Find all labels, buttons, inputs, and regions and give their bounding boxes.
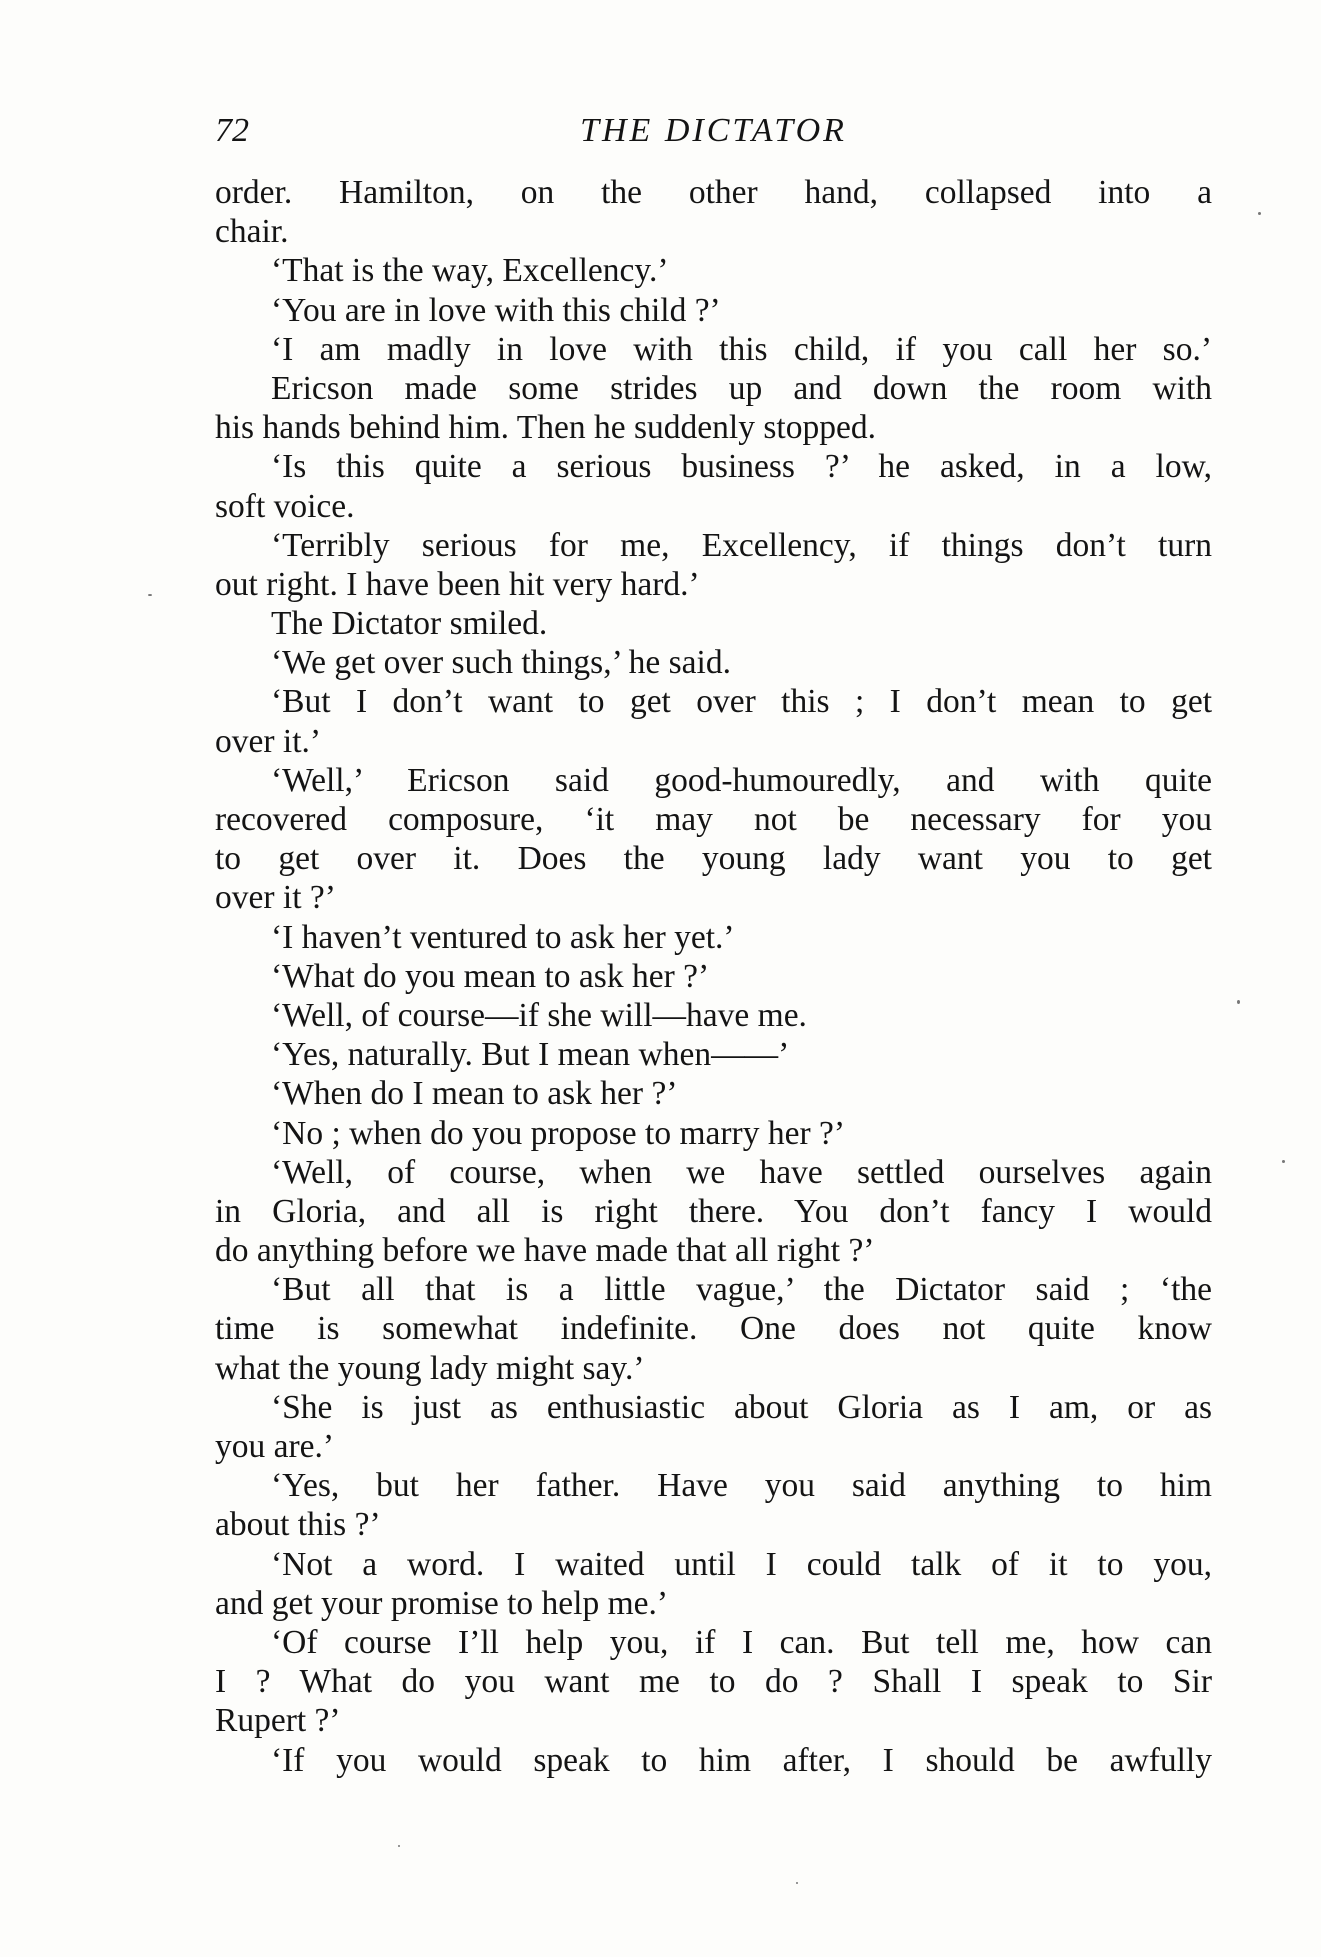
paper-speck [1282,1160,1285,1163]
text-line: out right. I have been hit very hard.’ [215,565,700,603]
text-line: and get your promise to help me.’ [215,1584,669,1622]
page-number: 72 [215,112,249,149]
text-line: over it ?’ [215,879,336,917]
text-line: ‘Well,’ Ericson said good-humouredly, and with quite [271,761,1212,799]
text-line: chair. [215,213,289,251]
paper-speck [1258,212,1261,215]
text-line: ‘If you would speak to him after, I should be awfully [271,1741,1212,1779]
text-line: ‘But I don’t want to get over this ; I don’t mean to get [271,683,1212,721]
paper-speck [796,1882,798,1884]
text-line: ‘That is the way, Excellency.’ [271,252,669,290]
text-line: ‘Yes, naturally. But I mean when——’ [271,1036,790,1074]
text-line: ‘Is this quite a serious business ?’ he asked, in a low, [271,448,1212,486]
running-head [215,112,1212,162]
text-line: in Gloria, and all is right there. You don’t fancy I would [215,1192,1212,1230]
text-line: ‘No ; when do you propose to marry her ?’ [271,1114,845,1152]
body-text [215,173,1212,1780]
text-line: about this ?’ [215,1506,381,1544]
text-line: what the young lady might say.’ [215,1349,645,1387]
text-line: ‘Not a word. I waited until I could talk of it to you, [271,1545,1212,1583]
text-line: over it.’ [215,722,322,760]
text-line: ‘What do you mean to ask her ?’ [271,957,710,995]
text-line: ‘I haven’t ventured to ask her yet.’ [271,918,735,956]
text-line: do anything before we have made that all right ?’ [215,1232,875,1270]
text-line: ‘Yes, but her father. Have you said anything to him [271,1467,1212,1505]
text-line: Ericson made some strides up and down the room with [271,369,1212,407]
text-line: Rupert ?’ [215,1702,341,1740]
text-line: order. Hamilton, on the other hand, collapsed into a [215,174,1212,211]
text-line: I ? What do you want me to do ? Shall I speak to Sir [215,1663,1212,1701]
running-title: THE DICTATOR [580,112,847,149]
text-line: ‘I am madly in love with this child, if you call her so.’ [271,330,1212,368]
text-line: The Dictator smiled. [271,605,548,643]
text-line: ‘Terribly serious for me, Excellency, if things don’t turn [271,526,1212,564]
text-line: ‘She is just as enthusiastic about Gloria as I am, or as [271,1388,1212,1426]
text-line: you are.’ [215,1428,335,1465]
text-line: his hands behind him. Then he suddenly stopped. [215,409,876,447]
text-line: soft voice. [215,487,355,525]
paper-speck [398,1845,400,1847]
paper-speck [1237,1000,1240,1004]
text-line: ‘Well, of course—if she will—have me. [271,996,807,1034]
text-line: recovered composure, ‘it may not be necessary for you [215,801,1212,838]
text-line: ‘When do I mean to ask her ?’ [271,1075,678,1113]
text-line: to get over it. Does the young lady want you to get [215,840,1212,878]
text-line: ‘But all that is a little vague,’ the Dictator said ; ‘the [271,1271,1212,1309]
text-line: ‘We get over such things,’ he said. [271,644,731,682]
text-line: ‘You are in love with this child ?’ [271,291,721,329]
text-line: ‘Well, of course, when we have settled ourselves again [271,1153,1212,1191]
paper-speck [148,594,152,596]
text-line: time is somewhat indefinite. One does not quite know [215,1310,1212,1348]
text-line: ‘Of course I’ll help you, if I can. But tell me, how can [271,1623,1212,1661]
